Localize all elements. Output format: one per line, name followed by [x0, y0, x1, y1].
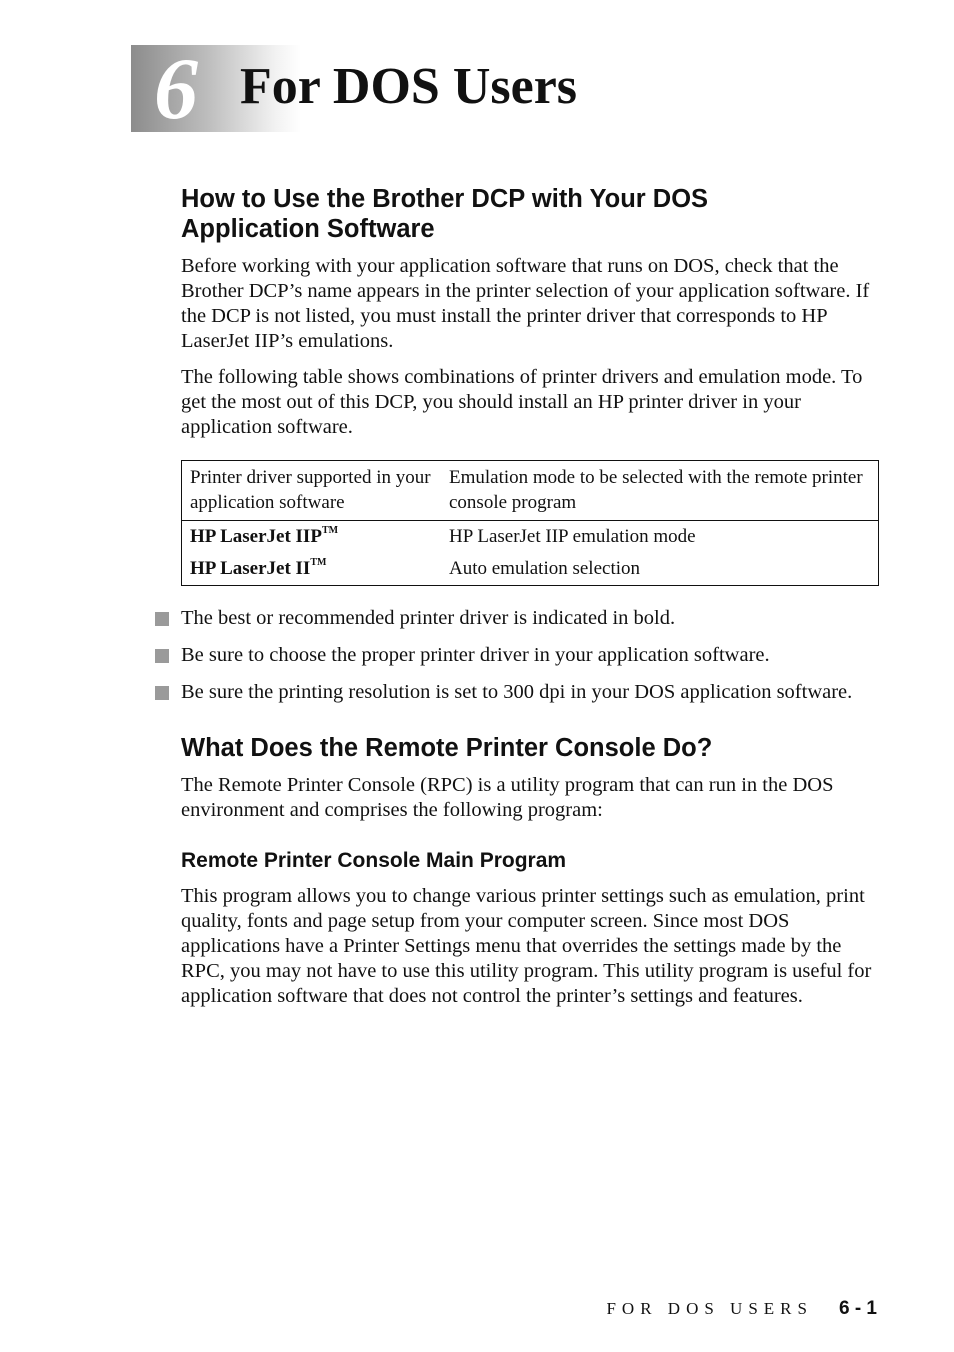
table-header-emulation: Emulation mode to be selected with the remote printer console program [449, 461, 878, 521]
heading-line-1: How to Use the Brother DCP with Your DOS [181, 185, 709, 213]
heading-line-2: Application Software [181, 215, 435, 243]
footer-chapter-label: FOR DOS USERS [606, 1299, 813, 1318]
square-bullet-icon [155, 612, 169, 626]
trademark-mark: TM [321, 525, 339, 536]
page-number: 6 - 1 [838, 1298, 877, 1319]
page-content [181, 184, 881, 1020]
table-row [182, 521, 878, 554]
table-intro-paragraph: The following table shows combinations of printer drivers and emulation mode. To get the most out of this DCP, you should install an HP printer driver in your application software. [181, 366, 863, 438]
table-cell-mode: HP LaserJet IIP emulation mode [449, 526, 696, 547]
notes-list [155, 606, 881, 705]
square-bullet-icon [155, 649, 169, 663]
main-program-paragraph: This program allows you to change various printer settings such as emulation, print quality, fonts and page setup from your computer screen. Since most DOS applications have a Printer Settings menu that overrides the settings made by the RPC, you may not have to use this utility program. This utility program is useful for application software that does not control the printer’s settings and features. [181, 885, 872, 1007]
driver-emulation-table [181, 460, 879, 586]
table-cell-driver: HP LaserJet II™ [190, 557, 327, 579]
list-item: Be sure to choose the proper printer driver in your application software. [155, 643, 881, 668]
section-heading-rpc: What Does the Remote Printer Console Do? [181, 734, 713, 762]
table-header-driver: Printer driver supported in your application software [182, 461, 449, 521]
table-cell-mode: Auto emulation selection [449, 558, 641, 579]
section-heading-how-to-use [181, 184, 881, 244]
table-cell-driver: HP LaserJet IIP™ [190, 525, 339, 547]
page-footer [606, 1298, 877, 1320]
chapter-title: For DOS Users [240, 58, 578, 115]
intro-paragraph: Before working with your application software that runs on DOS, check that the Brother DCP’s name appears in the printer selection of your application software. If the DCP is not listed, you must install the printer driver that corresponds to HP LaserJet IIP’s emulations. [181, 255, 870, 352]
subsection-heading-main-program: Remote Printer Console Main Program [181, 849, 567, 872]
list-item: The best or recommended printer driver is indicated in bold. [155, 606, 881, 631]
table-header-row [182, 461, 878, 521]
square-bullet-icon [155, 686, 169, 700]
trademark-mark: TM [310, 557, 327, 568]
rpc-paragraph: The Remote Printer Console (RPC) is a utility program that can run in the DOS environment and comprises the following program: [181, 774, 834, 821]
list-item: Be sure the printing resolution is set to 300 dpi in your DOS application software. [155, 680, 881, 705]
table-row [182, 553, 878, 585]
chapter-number: 6 [154, 41, 198, 138]
